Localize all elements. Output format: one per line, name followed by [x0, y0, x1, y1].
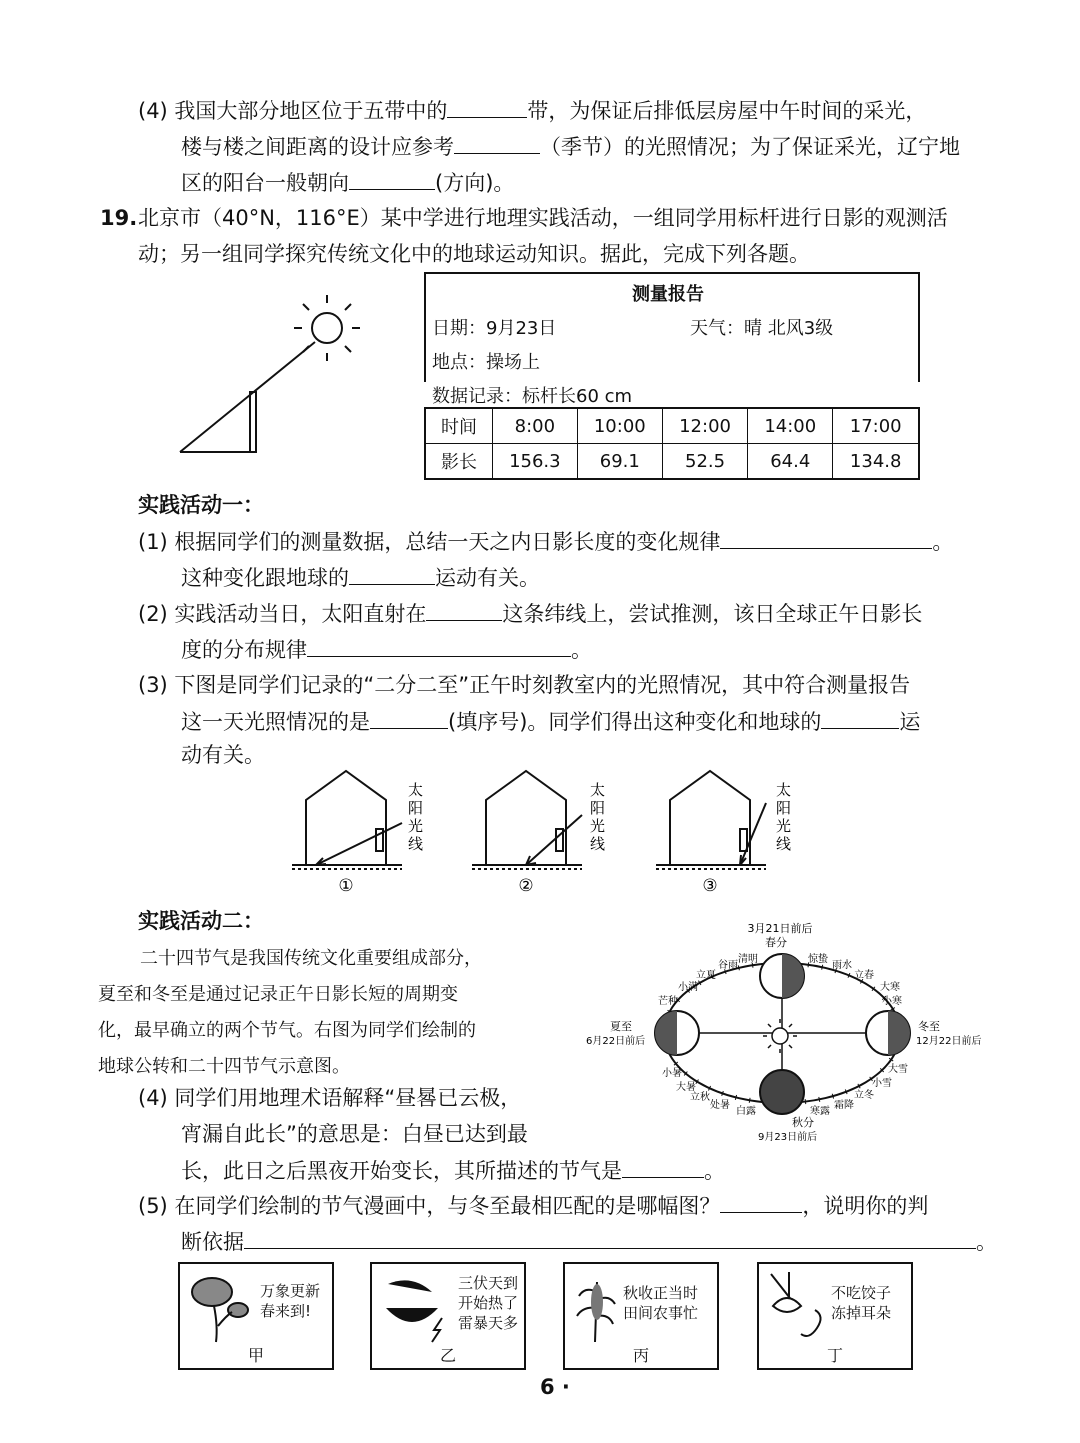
comic-text: 雷暴天多	[458, 1314, 519, 1332]
time-cell: 8:00	[493, 408, 578, 444]
term-label: 寒露	[810, 1106, 830, 1117]
term-label: 立夏	[696, 970, 716, 981]
term-label: 小满	[678, 982, 698, 993]
answer-blank[interactable]	[307, 634, 571, 657]
answer-blank[interactable]	[622, 1155, 704, 1178]
term-label: 小寒	[882, 996, 902, 1007]
diagram-number: ②	[518, 876, 534, 896]
orbit-bottom-term: 秋分	[792, 1116, 814, 1129]
term-label: 立春	[854, 970, 874, 981]
sun-ray-label: 阳	[590, 799, 606, 817]
q19-3-line2: 这一天光照情况的是 (填序号)。同学们得出这种变化和地球的 运	[181, 706, 920, 737]
earth-icon-right	[866, 1011, 910, 1055]
term-label: 大暑	[676, 1082, 696, 1093]
length-cell: 134.8	[833, 444, 919, 480]
comic-text: 三伏天到	[458, 1274, 519, 1292]
sun-ray-label: 阳	[776, 799, 792, 817]
sun-icon	[763, 1019, 797, 1053]
earth-icon-bottom	[760, 1070, 804, 1114]
comic-card-ding	[757, 1262, 913, 1370]
activity2-intro-2: 夏至和冬至是通过记录正午日影长短的周期变	[98, 984, 458, 1005]
q19-5-line1: (5) 在同学们绘制的节气漫画中，与冬至最相匹配的是哪幅图？ ，说明你的判	[138, 1190, 928, 1221]
q19-2-line1: (2) 实践活动当日，太阳直射在 这条纬线上，尝试推测，该日全球正午日影长	[138, 598, 922, 629]
answer-blank[interactable]	[720, 1190, 802, 1213]
q19-3-line1: (3) 下图是同学们记录的“二分二至”正午时刻教室内的光照情况，其中符合测量报告	[138, 673, 911, 697]
q19-1-line1: (1) 根据同学们的测量数据，总结一天之内日影长度的变化规律 。	[138, 526, 953, 557]
term-label: 处暑	[710, 1100, 730, 1111]
comic-label: 丁	[826, 1346, 843, 1365]
q19-5-line2: 断依据 。	[181, 1226, 997, 1257]
orbit-left-date: 6月22日前后	[586, 1036, 646, 1047]
q19-4-line3: 长，此日之后黑夜开始变长，其所描述的节气是 。	[181, 1155, 725, 1186]
pole-shadow-diagram	[170, 290, 370, 460]
q19-1-line2: 这种变化跟地球的 运动有关。	[181, 562, 540, 593]
time-cell: 14:00	[748, 408, 833, 444]
answer-blank[interactable]	[447, 95, 527, 118]
answer-blank[interactable]	[426, 598, 502, 621]
classroom-light-diagrams	[290, 765, 810, 900]
length-cell: 156.3	[493, 444, 578, 480]
report-title: 测量报告	[632, 284, 704, 305]
diagram-number: ①	[338, 876, 354, 896]
comic-card-jia	[178, 1262, 334, 1370]
sun-ray-label: 阳	[408, 799, 424, 817]
term-label: 惊蛰	[808, 954, 828, 965]
watermelon-icon	[382, 1274, 452, 1344]
rice-icon	[571, 1272, 621, 1344]
time-cell: 17:00	[833, 408, 919, 444]
orbit-right-date: 12月22日前后	[916, 1036, 982, 1047]
term-label: 大寒	[880, 982, 900, 993]
q19-4-line2: 宵漏自此长”的意思是：白昼已达到最	[181, 1122, 528, 1146]
answer-blank[interactable]	[720, 526, 932, 549]
orbit-bottom-date: 9月23日前后	[758, 1132, 818, 1143]
page-number: 6 ·	[540, 1375, 570, 1399]
house-diagram-1	[292, 771, 402, 869]
comic-label: 乙	[439, 1346, 456, 1365]
term-label: 谷雨	[718, 960, 738, 971]
sun-ray-label: 太	[776, 781, 792, 799]
sun-ray-line	[180, 342, 315, 452]
report-place: 地点：操场上	[432, 352, 540, 373]
term-label: 小暑	[662, 1068, 682, 1079]
q19-stem-line2: 动；另一组同学探究传统文化中的地球运动知识。据此，完成下列各题。	[138, 242, 810, 266]
q18-4-line3: 区的阳台一般朝向 (方向)。	[181, 167, 514, 198]
q19-2-line2: 度的分布规律 。	[181, 634, 592, 665]
time-label: 时间	[425, 408, 493, 444]
q19-3-line3: 动有关。	[181, 743, 265, 767]
comic-text: 开始热了	[458, 1294, 519, 1312]
sun-ray-label: 线	[408, 835, 424, 853]
time-cell: 10:00	[577, 408, 662, 444]
sun-ray-label: 光	[408, 817, 424, 835]
answer-blank[interactable]	[370, 706, 448, 729]
sun-ray-label: 线	[776, 835, 792, 853]
q19-stem-line1: 北京市（40°N，116°E）某中学进行地理实践活动，一组同学用标杆进行日影的观测活	[138, 206, 948, 230]
comic-text: 春来到!	[260, 1302, 312, 1320]
orbit-right-term: 冬至	[918, 1020, 940, 1033]
comic-text: 田间农事忙	[623, 1304, 699, 1322]
dumpling-icon	[765, 1270, 829, 1346]
diagram-number: ③	[702, 876, 718, 896]
term-label: 霜降	[834, 1100, 854, 1111]
comic-text: 冻掉耳朵	[831, 1304, 892, 1322]
term-label: 清明	[738, 954, 758, 965]
orbit-solar-terms-diagram	[582, 918, 1002, 1153]
comic-text: 不吃饺子	[831, 1284, 892, 1302]
comic-text: 秋收正当时	[623, 1284, 699, 1302]
term-label: 立秋	[690, 1092, 710, 1103]
q19-4-line1: (4) 同学们用地理术语解释“昼晷已云极，	[138, 1086, 522, 1110]
term-label: 大雪	[888, 1064, 908, 1075]
answer-blank[interactable]	[349, 562, 435, 585]
length-label: 影长	[425, 444, 493, 480]
term-label: 雨水	[832, 960, 852, 971]
sun-ray-label: 线	[590, 835, 606, 853]
orbit-top-term: 春分	[765, 936, 787, 949]
answer-blank[interactable]	[349, 167, 435, 190]
q18-4-line2: 楼与楼之间距离的设计应参考 （季节）的光照情况；为了保证采光，辽宁地	[181, 131, 960, 162]
earth-icon-top	[760, 954, 804, 998]
report-record: 数据记录：标杆长60 cm	[432, 386, 633, 407]
orbit-top-date: 3月21日前后	[747, 922, 813, 935]
sun-ray-label: 光	[590, 817, 606, 835]
comic-card-yi	[370, 1262, 526, 1370]
pole	[250, 392, 256, 452]
answer-blank[interactable]	[244, 1226, 976, 1249]
activity2-intro-1: 二十四节气是我国传统文化重要组成部分，	[140, 948, 482, 969]
comic-label: 丙	[632, 1346, 649, 1365]
house-diagram-3	[656, 771, 766, 869]
activity2-intro-3: 化，最早确立的两个节气。右图为同学们绘制的	[98, 1020, 476, 1041]
activity2-heading: 实践活动二：	[138, 909, 264, 933]
comic-label: 甲	[247, 1346, 264, 1365]
comic-text: 万象更新	[260, 1282, 321, 1300]
activity1-heading: 实践活动一：	[138, 493, 264, 517]
orbit-left-term: 夏至	[610, 1020, 632, 1033]
comic-card-bing	[563, 1262, 719, 1370]
table-row	[425, 408, 919, 444]
sprout-icon	[184, 1270, 254, 1346]
answer-blank[interactable]	[454, 131, 540, 154]
sun-ray-label: 太	[408, 781, 424, 799]
term-label: 芒种	[658, 996, 678, 1007]
answer-blank[interactable]	[821, 706, 899, 729]
q18-4-line1: (4) 我国大部分地区位于五带中的 带，为保证后排低层房屋中午时间的采光，	[138, 95, 926, 126]
term-label: 白露	[736, 1106, 756, 1117]
q19-number: 19.	[100, 206, 138, 230]
sun-ray-label: 光	[776, 817, 792, 835]
activity2-intro-4: 地球公转和二十四节气示意图。	[98, 1056, 350, 1077]
term-label: 立冬	[854, 1090, 874, 1101]
sun-ray-label: 太	[590, 781, 606, 799]
length-cell: 64.4	[748, 444, 833, 480]
term-label: 小雪	[872, 1078, 892, 1089]
table-row	[425, 444, 919, 480]
report-table	[424, 407, 920, 480]
report-date: 日期：9月23日	[432, 318, 557, 339]
length-cell: 69.1	[577, 444, 662, 480]
time-cell: 12:00	[662, 408, 747, 444]
report-weather: 天气：晴 北风3级	[690, 318, 834, 339]
earth-icon-left	[655, 1011, 699, 1055]
house-diagram-2	[472, 771, 582, 869]
length-cell: 52.5	[662, 444, 747, 480]
